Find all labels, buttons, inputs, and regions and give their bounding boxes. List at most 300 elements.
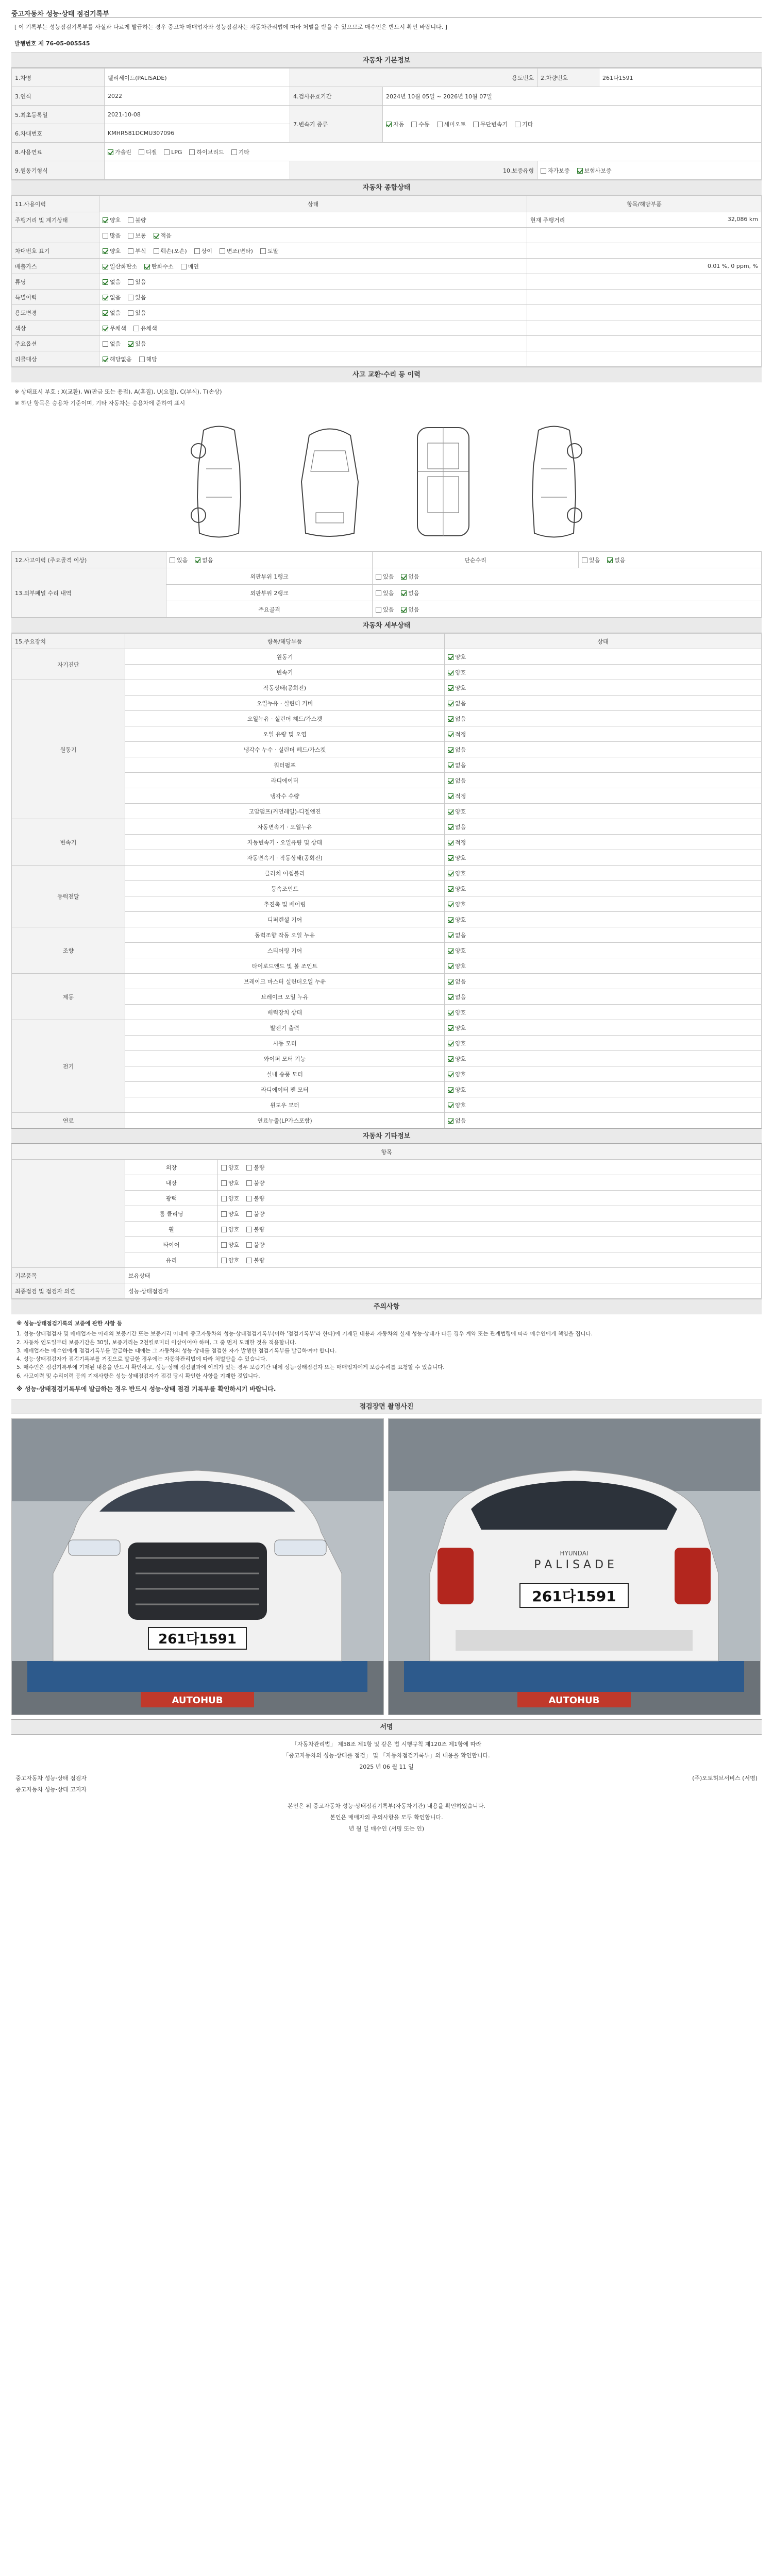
other-item-name: 룸 클리닝 <box>125 1206 218 1222</box>
state-checkbox[interactable] <box>448 1039 466 1047</box>
checkbox-label: LPG <box>171 148 182 156</box>
rank2-label: 외판부위 2랭크 <box>166 585 373 601</box>
checked-box-icon[interactable] <box>103 248 108 254</box>
summary-row-label: 용도변경 <box>12 305 99 320</box>
checkbox-option[interactable] <box>411 120 429 128</box>
checkbox-option[interactable] <box>103 293 121 301</box>
checkbox-option[interactable] <box>582 556 600 564</box>
summary-row-label: 색상 <box>12 320 99 336</box>
notice-text: [ 이 기록부는 성능점검기록부를 사실과 다르게 발급하는 경우 중고차 매매업자와 성능점검자는 자동차관리법에 따라 처벌을 받을 수 있으므로 매수인은 반드시 확인 바랍니다. ] <box>14 24 447 30</box>
empty-box-icon[interactable] <box>194 248 200 254</box>
checkbox-option[interactable] <box>128 340 146 348</box>
detail-row <box>12 819 762 835</box>
checked-box-icon[interactable] <box>448 1056 453 1062</box>
detail-row <box>12 649 762 665</box>
checkbox-label: 세미오토 <box>444 121 466 128</box>
detail-head-device: 15.주요장치 <box>12 634 125 649</box>
checkbox-option[interactable] <box>170 556 188 564</box>
state-checkbox[interactable] <box>448 900 466 908</box>
section-title-sign: 서명 <box>11 1719 762 1735</box>
checked-box-icon[interactable] <box>607 557 613 563</box>
label-accident-history: 12.사고이력 (주요골격 이상) <box>12 552 166 568</box>
checkbox-label: 훼손(오손) <box>160 247 187 255</box>
empty-box-icon[interactable] <box>181 264 187 269</box>
state-label: 적정 <box>455 731 466 738</box>
checkbox-option[interactable] <box>246 1194 264 1202</box>
checked-box-icon[interactable] <box>448 1041 453 1046</box>
state-label: 양호 <box>455 885 466 892</box>
summary-row-label: 리콜대상 <box>12 351 99 367</box>
sign-confirm-3: 년 월 일 매수인 (서명 또는 인) <box>348 1825 425 1833</box>
accident-legend-note: ※ 하단 항목은 승용차 기준이며, 기타 자동차는 승용차에 준하여 표시 <box>14 400 186 406</box>
checkbox-label: 일산화탄소 <box>110 263 138 270</box>
state-label: 양호 <box>455 854 466 861</box>
sign-row-1 <box>11 1773 762 1784</box>
checkbox-option[interactable] <box>386 120 404 128</box>
detail-item-name: 배력장치 상태 <box>125 1005 445 1020</box>
checkbox-option[interactable] <box>246 1210 264 1218</box>
empty-box-icon[interactable] <box>246 1165 252 1171</box>
checkbox-option[interactable] <box>103 340 121 348</box>
checkbox-option[interactable] <box>577 166 612 175</box>
rank1-label: 외판부위 1랭크 <box>166 568 373 585</box>
empty-box-icon[interactable] <box>515 122 520 127</box>
checked-box-icon[interactable] <box>448 840 453 845</box>
empty-box-icon[interactable] <box>221 1180 227 1186</box>
empty-box-icon[interactable] <box>170 557 175 563</box>
checked-box-icon[interactable] <box>401 607 407 613</box>
detail-group-name: 조향 <box>12 927 125 974</box>
detail-item-name: 냉각수 누수 · 실린더 헤드/가스켓 <box>125 742 445 757</box>
other-extra-row <box>12 1268 762 1283</box>
section-title-photos: 점검장면 촬영사진 <box>11 1399 762 1414</box>
checked-box-icon[interactable] <box>448 1103 453 1108</box>
checked-box-icon[interactable] <box>448 1025 453 1031</box>
other-rows <box>12 1160 762 1299</box>
state-label: 양호 <box>455 1071 466 1078</box>
checkbox-option[interactable] <box>103 262 137 270</box>
checkbox-option[interactable] <box>128 293 146 301</box>
state-label: 양호 <box>455 1040 466 1047</box>
state-checkbox[interactable] <box>448 1055 466 1063</box>
empty-box-icon[interactable] <box>103 233 108 239</box>
checkbox-label: 많음 <box>110 232 121 239</box>
state-checkbox[interactable] <box>448 823 466 831</box>
checkbox-option[interactable] <box>246 1256 264 1264</box>
empty-box-icon[interactable] <box>541 168 546 174</box>
detail-item-name: 워터펌프 <box>125 757 445 773</box>
summary-row-options <box>99 243 527 259</box>
empty-box-icon[interactable] <box>221 1196 227 1201</box>
checked-box-icon[interactable] <box>401 590 407 596</box>
empty-box-icon[interactable] <box>128 279 133 285</box>
detail-head-item: 항목/해당부품 <box>125 634 445 649</box>
empty-box-icon[interactable] <box>437 122 443 127</box>
other-extra-row <box>12 1283 762 1299</box>
checked-box-icon[interactable] <box>448 917 453 923</box>
checkbox-label: 양호 <box>228 1179 240 1187</box>
state-checkbox[interactable] <box>448 699 466 707</box>
checkbox-option[interactable] <box>128 247 146 255</box>
detail-item-name: 오일누유 · 실린더 커버 <box>125 696 445 711</box>
checked-box-icon[interactable] <box>448 1087 453 1093</box>
checkbox-option[interactable] <box>189 148 224 156</box>
detail-item-state <box>445 649 762 665</box>
detail-group-name: 원동기 <box>12 680 125 819</box>
state-checkbox[interactable] <box>448 776 466 785</box>
detail-item-name: 브레이크 마스터 실린더오일 누유 <box>125 974 445 989</box>
checkbox-option[interactable] <box>221 1163 239 1172</box>
checked-box-icon[interactable] <box>103 326 108 331</box>
empty-box-icon[interactable] <box>221 1165 227 1171</box>
summary-row <box>12 228 762 243</box>
checkbox-option[interactable] <box>133 324 157 332</box>
empty-box-icon[interactable] <box>376 590 381 596</box>
checked-box-icon[interactable] <box>448 1118 453 1124</box>
state-checkbox[interactable] <box>448 838 466 846</box>
signature-block <box>11 1735 762 1839</box>
summary-row-label: 배출가스 <box>12 259 99 274</box>
checked-box-icon[interactable] <box>448 778 453 784</box>
checked-box-icon[interactable] <box>448 994 453 1000</box>
checked-box-icon[interactable] <box>103 310 108 316</box>
checkbox-label: 있음 <box>135 340 146 347</box>
label-first-registration: 5.최초등록일 <box>12 106 105 124</box>
detail-row <box>12 927 762 943</box>
checked-box-icon[interactable] <box>448 963 453 969</box>
checked-box-icon[interactable] <box>128 341 133 347</box>
checkbox-option[interactable] <box>103 355 132 363</box>
empty-box-icon[interactable] <box>128 217 133 223</box>
checkbox-option[interactable] <box>181 262 199 270</box>
checkbox-option[interactable] <box>473 120 508 128</box>
empty-box-icon[interactable] <box>246 1258 252 1263</box>
sign-confirm-1: 본인은 위 중고자동차 성능·상태점검기록부(자동차기관) 내용을 확인하였습니다. <box>288 1803 485 1810</box>
checkbox-label: 있음 <box>383 589 394 597</box>
checkbox-option[interactable] <box>103 216 121 224</box>
checkbox-option[interactable] <box>376 605 394 614</box>
checkbox-option[interactable] <box>246 1241 264 1249</box>
checked-box-icon[interactable] <box>103 357 108 362</box>
empty-box-icon[interactable] <box>473 122 479 127</box>
checkbox-option[interactable] <box>154 231 172 240</box>
state-checkbox[interactable] <box>448 931 466 939</box>
summary-row <box>12 305 762 320</box>
checked-box-icon[interactable] <box>103 264 108 269</box>
checkbox-option[interactable] <box>103 324 126 332</box>
checked-box-icon[interactable] <box>448 716 453 722</box>
empty-box-icon[interactable] <box>231 149 237 155</box>
checked-box-icon[interactable] <box>103 279 108 285</box>
checked-box-icon[interactable] <box>448 701 453 706</box>
detail-item-state <box>445 881 762 896</box>
checkbox-option[interactable] <box>260 247 278 255</box>
checked-box-icon[interactable] <box>108 149 113 155</box>
summary-row-options <box>99 259 527 274</box>
summary-row <box>12 259 762 274</box>
checkbox-option[interactable] <box>221 1194 239 1202</box>
state-checkbox[interactable] <box>448 993 466 1001</box>
checkbox-option[interactable] <box>139 355 157 363</box>
state-checkbox[interactable] <box>448 715 466 723</box>
state-checkbox[interactable] <box>448 1101 466 1109</box>
car-structure-diagram <box>405 420 482 544</box>
checkbox-option[interactable] <box>103 278 121 286</box>
checkbox-label: 불량 <box>254 1164 265 1171</box>
summary-row-label <box>12 228 99 243</box>
state-checkbox[interactable] <box>448 792 466 800</box>
other-item-options <box>218 1191 762 1206</box>
checkbox-label: 보통 <box>135 232 146 239</box>
checkbox-option[interactable] <box>246 1225 264 1233</box>
checkbox-option[interactable] <box>221 1256 239 1264</box>
front-brand-text: AUTOHUB <box>172 1695 223 1706</box>
checked-box-icon[interactable] <box>448 902 453 907</box>
checked-box-icon[interactable] <box>448 670 453 675</box>
detail-item-state <box>445 773 762 788</box>
checked-box-icon[interactable] <box>448 685 453 691</box>
other-item-options <box>218 1160 762 1175</box>
empty-box-icon[interactable] <box>220 248 225 254</box>
state-label: 양호 <box>455 653 466 660</box>
state-checkbox[interactable] <box>448 807 466 816</box>
label-car-name: 1.차명 <box>12 69 105 87</box>
cautions-heading: ※ 성능·상태점검기록의 보증에 관한 사항 등 <box>16 1320 122 1327</box>
value-first-registration: 2021-10-08 <box>105 106 290 124</box>
empty-box-icon[interactable] <box>221 1258 227 1263</box>
checkbox-label: 무단변속기 <box>480 121 508 128</box>
section-title-accident: 사고 교환·수리 등 이력 <box>11 367 762 382</box>
checkbox-option[interactable] <box>437 120 466 128</box>
detail-item-state <box>445 850 762 866</box>
empty-box-icon[interactable] <box>221 1227 227 1232</box>
checked-box-icon[interactable] <box>195 557 200 563</box>
other-table <box>11 1144 762 1299</box>
detail-item-state <box>445 927 762 943</box>
checked-box-icon[interactable] <box>448 979 453 985</box>
empty-box-icon[interactable] <box>164 149 170 155</box>
state-label: 없음 <box>455 978 466 985</box>
checked-box-icon[interactable] <box>386 122 392 127</box>
caution-line: 4. 성능·상태점검자가 점검기록부를 거짓으로 발급한 경우에는 자동차관리법에 따라 처벌받을 수 있습니다. <box>16 1356 267 1363</box>
state-checkbox[interactable] <box>448 745 466 754</box>
checkbox-label: 가솔린 <box>115 148 131 156</box>
caution-line: 6. 사고이력 및 수리이력 등의 기재사항은 성능·상태점검자가 점검 당시 확인한 사항을 기재한 것입니다. <box>16 1372 260 1379</box>
checkbox-option[interactable] <box>246 1179 264 1187</box>
state-checkbox[interactable] <box>448 869 466 877</box>
checked-box-icon[interactable] <box>448 809 453 815</box>
state-checkbox[interactable] <box>448 1070 466 1078</box>
empty-box-icon[interactable] <box>376 574 381 580</box>
checkbox-label: 자동 <box>393 121 405 128</box>
summary-row <box>12 351 762 367</box>
state-label: 없음 <box>455 931 466 939</box>
label-panel-repair: 13.외부패널 수리 내역 <box>12 568 166 618</box>
checked-box-icon[interactable] <box>448 1010 453 1015</box>
checkbox-label: 없음 <box>614 556 626 564</box>
summary-row <box>12 243 762 259</box>
checkbox-option[interactable] <box>144 262 174 270</box>
detail-row <box>12 1020 762 1036</box>
checkbox-option[interactable] <box>103 231 121 240</box>
checkbox-option[interactable] <box>139 148 157 156</box>
empty-box-icon[interactable] <box>139 357 145 362</box>
state-label: 없음 <box>455 823 466 831</box>
empty-box-icon[interactable] <box>139 149 144 155</box>
state-checkbox[interactable] <box>448 730 466 738</box>
state-checkbox[interactable] <box>448 1086 466 1094</box>
empty-box-icon[interactable] <box>128 310 133 316</box>
checked-box-icon[interactable] <box>154 233 159 239</box>
caution-line: 1. 성능·상태점검자 및 매매업자는 아래의 보증기간 또는 보증거리 이내에 중고자동차의 성능·상태점검기록부(이하 '점검기록부'라 한다)에 기재된 내용과 자동차의 실제 성능·상태가 다른 경우 계약 또는 관계법령에 따라 매수인에게 책임을 집니다. <box>16 1331 593 1337</box>
empty-box-icon[interactable] <box>246 1211 252 1217</box>
document-title: 중고자동차 성능·상태 점검기록부 <box>11 0 762 18</box>
state-checkbox[interactable] <box>448 1008 466 1016</box>
detail-item-name: 오일 유량 및 오염 <box>125 726 445 742</box>
state-label: 양호 <box>455 1101 466 1109</box>
simple-repair-options <box>579 552 762 568</box>
state-label: 없음 <box>455 761 466 769</box>
checked-box-icon[interactable] <box>448 1072 453 1077</box>
empty-box-icon[interactable] <box>133 326 139 331</box>
checkbox-label: 있음 <box>383 606 394 613</box>
checked-box-icon[interactable] <box>448 886 453 892</box>
state-checkbox[interactable] <box>448 668 466 676</box>
checked-box-icon[interactable] <box>448 654 453 660</box>
section-title-summary: 자동차 종합상태 <box>11 180 762 195</box>
empty-box-icon[interactable] <box>154 248 159 254</box>
checkbox-option[interactable] <box>103 247 121 255</box>
detail-item-name: 타이로드엔드 및 볼 조인트 <box>125 958 445 974</box>
empty-box-icon[interactable] <box>128 233 133 239</box>
state-checkbox[interactable] <box>448 1024 466 1032</box>
state-checkbox[interactable] <box>448 885 466 893</box>
checkbox-option[interactable] <box>128 278 146 286</box>
detail-item-name: 오일누유 · 실린더 헤드/가스켓 <box>125 711 445 726</box>
empty-box-icon[interactable] <box>411 122 417 127</box>
empty-box-icon[interactable] <box>582 557 587 563</box>
detail-item-name: 클러치 어셈블리 <box>125 866 445 881</box>
checkbox-option[interactable] <box>195 556 213 564</box>
checked-box-icon[interactable] <box>577 168 583 174</box>
detail-row <box>12 866 762 881</box>
empty-box-icon[interactable] <box>189 149 195 155</box>
state-checkbox[interactable] <box>448 962 466 970</box>
summary-row <box>12 290 762 305</box>
detail-item-state <box>445 974 762 989</box>
state-label: 양호 <box>455 947 466 954</box>
checked-box-icon[interactable] <box>448 793 453 799</box>
checked-box-icon[interactable] <box>448 933 453 938</box>
checkbox-option[interactable] <box>128 309 146 317</box>
accident-history-options <box>166 552 373 568</box>
empty-box-icon[interactable] <box>260 248 266 254</box>
checked-box-icon[interactable] <box>448 871 453 876</box>
checkbox-option[interactable] <box>128 231 146 240</box>
empty-box-icon[interactable] <box>376 607 381 613</box>
checkbox-option[interactable] <box>221 1210 239 1218</box>
checkbox-option[interactable] <box>607 556 625 564</box>
checkbox-option[interactable] <box>246 1163 264 1172</box>
checked-box-icon[interactable] <box>448 948 453 954</box>
other-extra-label: 기본품목 <box>12 1268 125 1283</box>
state-checkbox[interactable] <box>448 854 466 862</box>
checkbox-option[interactable] <box>401 605 419 614</box>
summary-row-options <box>99 212 527 228</box>
detail-item-state <box>445 1036 762 1051</box>
checked-box-icon[interactable] <box>144 264 150 269</box>
detail-group-name: 동력전달 <box>12 866 125 927</box>
checkbox-option[interactable] <box>103 309 121 317</box>
checkbox-label: 있음 <box>135 294 146 301</box>
checkbox-option[interactable] <box>108 148 131 156</box>
checked-box-icon[interactable] <box>103 217 108 223</box>
checkbox-option[interactable] <box>231 148 249 156</box>
checkbox-label: 양호 <box>110 216 121 224</box>
other-item-name: 외장 <box>125 1160 218 1175</box>
checkbox-option[interactable] <box>515 120 533 128</box>
checkbox-option[interactable] <box>221 1225 239 1233</box>
empty-box-icon[interactable] <box>246 1242 252 1248</box>
other-group-label <box>12 1160 125 1268</box>
checkbox-option[interactable] <box>401 572 419 581</box>
state-checkbox[interactable] <box>448 977 466 986</box>
empty-box-icon[interactable] <box>221 1242 227 1248</box>
checkbox-option[interactable] <box>221 1179 239 1187</box>
checked-box-icon[interactable] <box>448 732 453 737</box>
checkbox-option[interactable] <box>164 149 182 156</box>
checked-box-icon[interactable] <box>448 747 453 753</box>
summary-row-value <box>527 212 762 228</box>
state-checkbox[interactable] <box>448 653 466 661</box>
checked-box-icon[interactable] <box>103 295 108 300</box>
summary-row-value <box>527 305 762 320</box>
empty-box-icon[interactable] <box>246 1196 252 1201</box>
empty-box-icon[interactable] <box>246 1227 252 1232</box>
empty-box-icon[interactable] <box>103 341 108 347</box>
checkbox-option[interactable] <box>376 572 394 581</box>
empty-box-icon[interactable] <box>128 295 133 300</box>
checked-box-icon[interactable] <box>448 855 453 861</box>
state-checkbox[interactable] <box>448 1116 466 1125</box>
checkbox-option[interactable] <box>376 589 394 597</box>
state-checkbox[interactable] <box>448 946 466 955</box>
section-title-other: 자동차 기타정보 <box>11 1128 762 1144</box>
empty-box-icon[interactable] <box>246 1180 252 1186</box>
checked-box-icon[interactable] <box>448 762 453 768</box>
front-photo <box>11 1418 384 1715</box>
state-label: 적정 <box>455 792 466 800</box>
checked-box-icon[interactable] <box>401 574 407 580</box>
state-checkbox[interactable] <box>448 916 466 924</box>
checkbox-option[interactable] <box>220 247 253 255</box>
state-checkbox[interactable] <box>448 761 466 769</box>
detail-item-state <box>445 835 762 850</box>
summary-head-item: 항목/해당부품 <box>527 196 762 212</box>
state-checkbox[interactable] <box>448 684 466 692</box>
checkbox-option[interactable] <box>401 589 419 597</box>
empty-box-icon[interactable] <box>221 1211 227 1217</box>
checkbox-option[interactable] <box>194 247 212 255</box>
checkbox-option[interactable] <box>221 1241 239 1249</box>
checked-box-icon[interactable] <box>448 824 453 830</box>
detail-item-state <box>445 1066 762 1082</box>
empty-box-icon[interactable] <box>128 248 133 254</box>
checkbox-option[interactable] <box>154 247 187 255</box>
detail-item-name: 고압펌프(커먼레일)-디젤엔진 <box>125 804 445 819</box>
checkbox-option[interactable] <box>128 216 146 224</box>
checkbox-option[interactable] <box>541 166 570 175</box>
